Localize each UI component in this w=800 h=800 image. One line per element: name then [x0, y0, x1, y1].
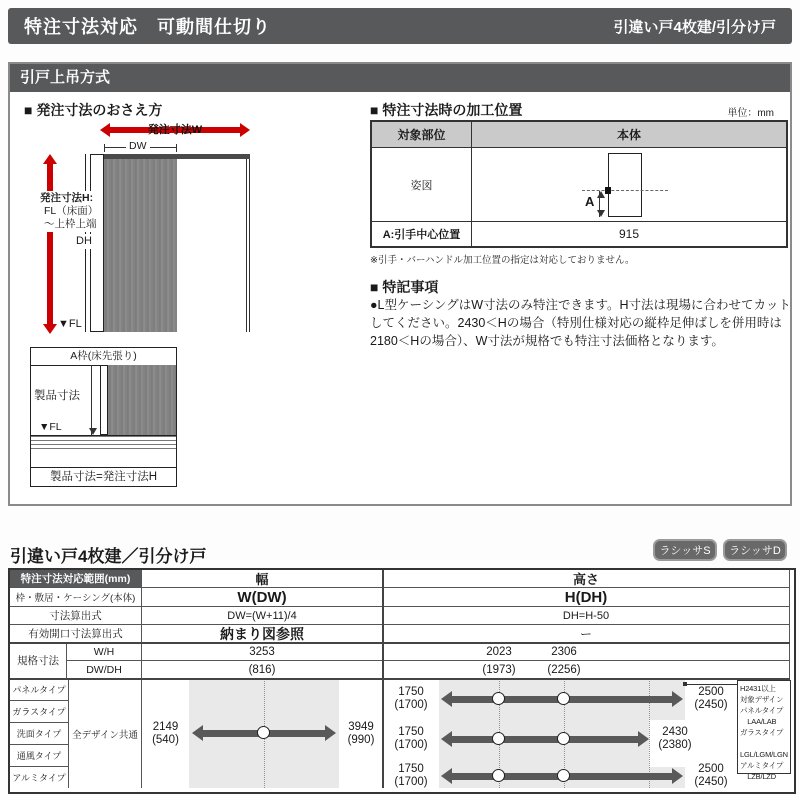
- height-dot-2b: [557, 732, 570, 745]
- height-max-3: [687, 763, 735, 789]
- remarks-text: ●L型ケーシングはW寸法のみ特注できます。H寸法は現場に合わせてカットしてください。2430＜Hの場合（特別仕様対応の縦枠足伸ばしを併用時は2180＜Hの場合）、W寸法が規格でも特注寸法価格となります。: [370, 298, 791, 349]
- remarks-heading: ■ 特記事項: [370, 279, 439, 295]
- callout-line-4: LAA/LAB: [740, 717, 777, 726]
- a-dimension-line: [599, 191, 600, 217]
- width-range-max: [339, 679, 383, 788]
- type-glass: ガラスタイプ: [10, 701, 69, 723]
- product-dim-arrow: [91, 365, 92, 435]
- height-min-2: [385, 726, 437, 752]
- height-max-2-value: 2430: [662, 726, 688, 738]
- handle-mark: [605, 187, 611, 194]
- standard-dwdh-label: DW/DH: [67, 661, 142, 679]
- fl-marker-label: ▼FL: [58, 318, 82, 330]
- height-min-2-sub: (1700): [394, 739, 428, 751]
- type-aluminum: アルミタイプ: [10, 767, 69, 788]
- standard-height-wh-2: 2306: [551, 645, 577, 658]
- type-panel: パネルタイプ: [10, 679, 69, 701]
- height-dot-2a: [492, 732, 505, 745]
- door-panel: [104, 159, 177, 332]
- col-header-part: 対象部位: [372, 122, 472, 147]
- height-min-1-value: 1750: [398, 686, 424, 698]
- formula-row-width: DW=(W+11)/4: [142, 607, 383, 625]
- formula-row-label: 寸法算出式: [10, 607, 142, 625]
- spec-section-title: 引違い戸4枚建／引分け戸: [10, 547, 207, 566]
- col-header-body: 本体: [616, 128, 641, 142]
- height-min-2-value: 1750: [398, 726, 424, 738]
- standard-height-dwdh-2: (2256): [547, 663, 581, 676]
- height-max-1-sub: (2450): [694, 699, 728, 711]
- page-title: 特注寸法対応 可動間仕切り: [24, 17, 271, 37]
- type-washroom: 洗面タイプ: [10, 723, 69, 745]
- frame-row-width: W(DW): [142, 588, 383, 607]
- panel-header: 引戸上吊方式: [10, 64, 790, 92]
- frame-row-height: H(DH): [383, 588, 790, 607]
- height-max-1-value: 2500: [698, 686, 724, 698]
- height-max-3-value: 2500: [698, 763, 724, 775]
- height-max-3-sub: (2450): [694, 776, 728, 788]
- order-height-label: [38, 191, 100, 232]
- figure-row-label: 姿図: [372, 148, 472, 221]
- width-min-value: 2149: [152, 720, 179, 733]
- callout-line-7: アルミタイプ: [740, 761, 784, 770]
- height-header: 高さ: [383, 570, 790, 588]
- handle-position-value: 915: [618, 227, 640, 241]
- callout-line-3: パネルタイプ: [740, 706, 784, 715]
- standard-height-dwdh: [383, 661, 790, 679]
- corner-header: 特注寸法対応範囲(mm): [10, 570, 142, 588]
- height-range-arrow-2: [441, 731, 649, 747]
- dh-label: DH: [76, 235, 92, 247]
- callout-box: [737, 680, 791, 781]
- callout-line-1: H2431以上: [740, 684, 776, 693]
- standard-width-dwdh: (816): [142, 661, 383, 679]
- floor-hatch: [31, 435, 176, 449]
- callout-line-5: ガラスタイプ: [740, 728, 784, 737]
- dw-label: DW: [126, 140, 150, 153]
- standard-divider: [10, 642, 790, 644]
- order-width-arrow: [100, 123, 250, 137]
- order-height-arrow: [43, 154, 57, 334]
- page-header-bar: [8, 8, 792, 44]
- standard-height-dwdh-1: (1973): [482, 663, 516, 676]
- sub-fl-label: ▼FL: [39, 421, 62, 433]
- standard-height-wh: [383, 643, 790, 661]
- width-standard-dot: [257, 726, 270, 739]
- opening-row-width: 納まり図参照: [142, 625, 383, 643]
- opening-row-label: 有効開口寸法算出式: [10, 625, 142, 643]
- all-designs-cell: 全デザイン共通: [69, 679, 142, 788]
- height-min-3: [385, 763, 437, 789]
- order-width-label: 発注寸法W: [147, 124, 203, 136]
- processing-note: ※引手・バーハンドル加工位置の指定は対応しておりません。: [370, 255, 635, 266]
- upper-hanging-panel: [8, 62, 792, 506]
- width-header: 幅: [142, 570, 383, 588]
- handle-centerline: [582, 190, 668, 191]
- width-max-value: 3949: [348, 720, 374, 733]
- width-max-sub: (990): [347, 733, 375, 746]
- height-dot-1b: [557, 692, 570, 705]
- height-dot-3b: [557, 769, 570, 782]
- height-dot-1a: [492, 692, 505, 705]
- order-dimension-heading: ■ 発注寸法のおさえ方: [24, 102, 163, 118]
- product-dim-label: 製品寸法: [34, 390, 80, 402]
- height-max-2-sub: (2380): [658, 739, 692, 751]
- frame-row-label: 枠・敷居・ケーシング(本体): [10, 588, 142, 607]
- sub-door-panel: [108, 365, 176, 435]
- width-range-arrow: [192, 725, 336, 741]
- height-range-arrow-1: [441, 691, 683, 707]
- spec-table: [8, 568, 796, 794]
- callout-anchor: [683, 682, 687, 686]
- height-range-arrow-3: [441, 768, 683, 784]
- sub-left-jamb: [100, 365, 108, 435]
- callout-line-2: 対象デザイン: [740, 695, 784, 704]
- standard-wh-label: W/H: [67, 643, 142, 661]
- height-min-1: [385, 686, 437, 712]
- a-frame-caption: A枠(床先張り): [31, 348, 176, 366]
- unit-label: 単位：mm: [727, 108, 774, 119]
- order-height-line1: 発注寸法H:: [40, 192, 94, 204]
- width-min-sub: (540): [152, 733, 179, 746]
- right-frame: [246, 159, 250, 332]
- product-name: 引違い戸4枚建/引分け戸: [613, 18, 776, 36]
- type-column: [10, 679, 69, 788]
- standard-height-wh-1: 2023: [486, 645, 512, 658]
- chart-divider: [10, 678, 790, 680]
- height-min-1-sub: (1700): [394, 699, 428, 711]
- type-ventilation: 通風タイプ: [10, 745, 69, 767]
- product-equation: 製品寸法=発注寸法H: [31, 467, 176, 486]
- a-dimension-label: A: [585, 194, 595, 209]
- badge-lasissa-d: ラシッサD: [723, 539, 787, 561]
- processing-heading: ■ 特注寸法時の加工位置: [370, 102, 523, 118]
- order-height-line2: FL（床面）: [44, 205, 99, 217]
- height-dot-3a: [492, 769, 505, 782]
- figure-door-outline: [608, 153, 642, 217]
- badge-lasissa-s: ラシッサS: [653, 539, 717, 561]
- height-range-chart: [383, 679, 790, 788]
- height-max-2: [651, 726, 699, 752]
- product-dimension-diagram: [30, 347, 177, 487]
- height-min-3-sub: (1700): [394, 776, 428, 788]
- standard-label: 規格寸法: [10, 643, 67, 679]
- callout-line-8: LZB/LZD: [740, 772, 776, 781]
- height-min-3-value: 1750: [398, 763, 424, 775]
- standard-width-wh: 3253: [142, 643, 383, 661]
- callout-line: [685, 684, 737, 685]
- order-dimension-diagram: [22, 119, 352, 341]
- handle-position-label: A:引手中心位置: [372, 222, 472, 246]
- processing-table: [370, 120, 788, 248]
- height-max-1: [687, 686, 735, 712]
- opening-row-height: ー: [383, 625, 790, 643]
- order-height-line3: ～上枠上端: [44, 218, 97, 230]
- width-range-min: [142, 679, 189, 788]
- figure-cell: [472, 148, 786, 221]
- formula-row-height: DH=H-50: [383, 607, 790, 625]
- callout-line-6: LGL/LGM/LGN: [740, 739, 788, 759]
